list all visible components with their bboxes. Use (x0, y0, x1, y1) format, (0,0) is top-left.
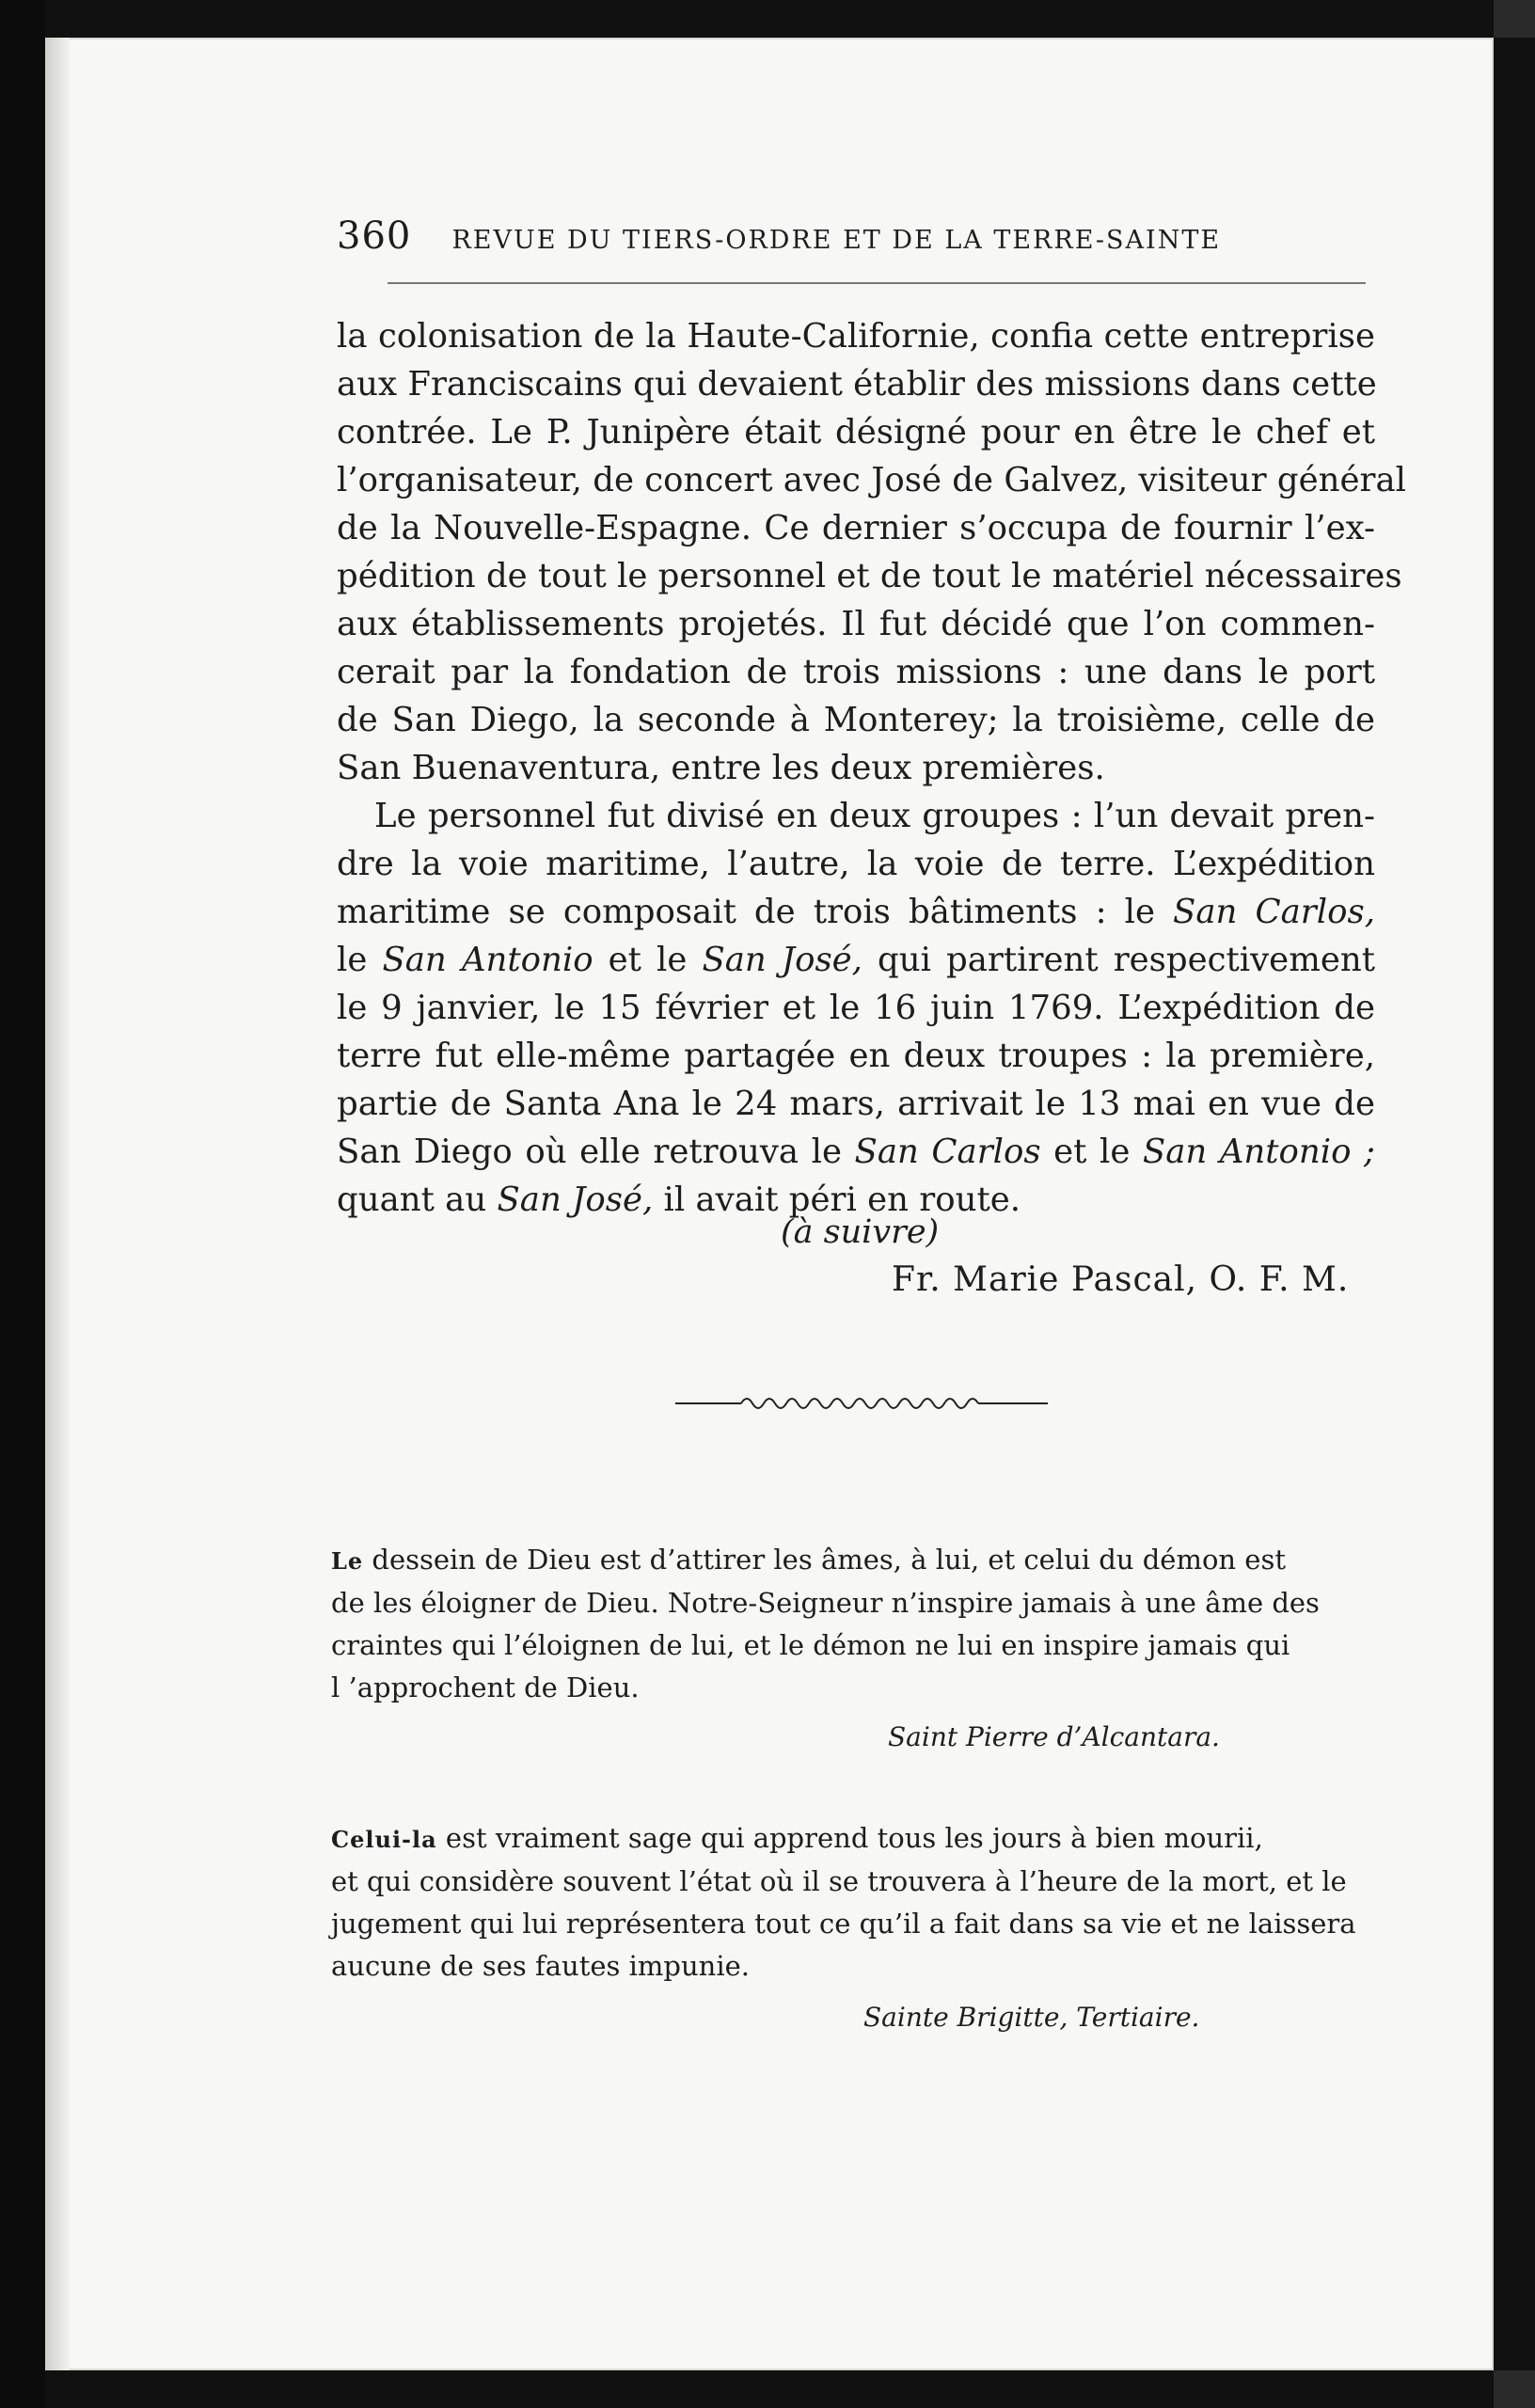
quote-block-1 (331, 1539, 1377, 1709)
ship-name: San Carlos, (1173, 893, 1375, 931)
text-run: maritime se composait de trois bâtiments : le (337, 893, 1174, 931)
quote-line: de les éloigner de Dieu. Notre-Seigneur n’inspire jamais à une âme des (331, 1587, 1320, 1619)
text-line (337, 1128, 1375, 1176)
running-head (337, 214, 1371, 258)
text-line: contrée. Le P. Junipère était désigné pour en être le chef et (337, 413, 1375, 452)
paragraph-1 (337, 312, 1407, 792)
text-line: terre fut elle-même partagée en deux troupes : la première, (337, 1037, 1375, 1075)
text-line: aux établissements projetés. Il fut décidé que l’on commen- (337, 605, 1375, 643)
ship-name: San Antonio (382, 941, 593, 979)
text-run: dessein de Dieu est d’attirer les âmes, à lui, et celui du démon est (363, 1544, 1287, 1576)
scan-border-top (45, 0, 1494, 38)
text-line: de la Nouvelle-Espagne. Ce dernier s’occupa de fournir l’ex- (337, 509, 1375, 547)
text-line: pédition de tout le personnel et de tout le matériel nécessaires (337, 557, 1402, 595)
quote-line: jugement qui lui représentera tout ce qu’il a fait dans sa vie et ne laissera (331, 1908, 1356, 1940)
text-line: Le personnel fut divisé en deux groupes : l’un devait pren- (374, 797, 1375, 835)
quote-block-2 (331, 1817, 1377, 1988)
text-run: qui partirent respectivement (862, 941, 1375, 979)
ship-name: San José, (702, 941, 862, 979)
author-signature (892, 1260, 1349, 1299)
text-line (337, 888, 1375, 936)
text-line: partie de Santa Ana le 24 mars, arrivait le 13 mai en vue de (337, 1085, 1375, 1123)
text-line: San Buenaventura, entre les deux premières. (337, 749, 1105, 787)
ship-name: San Antonio ; (1142, 1133, 1376, 1171)
ship-name: San Carlos (854, 1133, 1041, 1171)
author-name: Marie Pascal (953, 1260, 1186, 1299)
page-number: 360 (337, 214, 412, 258)
lead-word: Celui-la (331, 1826, 437, 1853)
text-run: et le (1040, 1133, 1143, 1171)
quote-line: l ’approchent de Dieu. (331, 1671, 640, 1703)
lead-word: Le (331, 1547, 364, 1575)
text-line: de San Diego, la seconde à Monterey; la troisième, celle de (337, 701, 1375, 739)
quote-line: aucune de ses fautes impunie. (331, 1950, 750, 1982)
scan-border-left (0, 0, 45, 2408)
quote-line: craintes qui l’éloignen de lui, et le démon ne lui en inspire jamais qui (331, 1629, 1290, 1661)
author-prefix: Fr. (892, 1260, 954, 1299)
quote-line (331, 1539, 1377, 1582)
header-rule (388, 282, 1366, 284)
text-line: l’organisateur, de concert avec José de Galvez, visiteur général (337, 461, 1407, 499)
journal-title: REVUE DU TIERS-ORDRE ET DE LA TERRE-SAINTE (451, 226, 1222, 255)
text-line: aux Franciscains qui devaient établir des missions dans cette (337, 365, 1377, 404)
text-run: le (337, 941, 383, 979)
author-suffix: , O. F. M. (1185, 1260, 1350, 1299)
paragraph-2 (337, 792, 1375, 1224)
text-line (337, 936, 1375, 984)
article-body (337, 312, 1407, 1224)
ship-name: San José, (497, 1180, 654, 1219)
wavy-divider-ornament (675, 1388, 1048, 1417)
continued-note: (à suivre) (781, 1213, 940, 1251)
text-line: la colonisation de la Haute-Californie, confia cette entreprise (337, 317, 1375, 356)
text-run: et le (593, 941, 703, 979)
text-line: cerait par la fondation de trois missions : une dans le port (337, 653, 1375, 691)
text-run: San Diego où elle retrouva le (337, 1133, 855, 1171)
page-gutter (45, 38, 70, 2370)
quote-attribution-2: Sainte Brigitte, Tertiaire. (863, 2002, 1200, 2033)
quote-line (331, 1817, 1377, 1861)
scan-border-right (1494, 38, 1535, 2370)
text-run: quant au (337, 1180, 498, 1219)
text-run: il avait péri en route. (653, 1180, 1021, 1219)
quote-line: et qui considère souvent l’état où il se trouvera à l’heure de la mort, et le (331, 1865, 1347, 1897)
text-line: dre la voie maritime, l’autre, la voie de terre. L’expédition (337, 845, 1375, 883)
scan-border-bottom (45, 2370, 1494, 2408)
quote-attribution-1: Saint Pierre d’Alcantara. (888, 1721, 1220, 1752)
text-run: est vraiment sage qui apprend tous les jours à bien mourii, (436, 1822, 1263, 1854)
text-line: le 9 janvier, le 15 février et le 16 juin 1769. L’expédition de (337, 989, 1375, 1027)
